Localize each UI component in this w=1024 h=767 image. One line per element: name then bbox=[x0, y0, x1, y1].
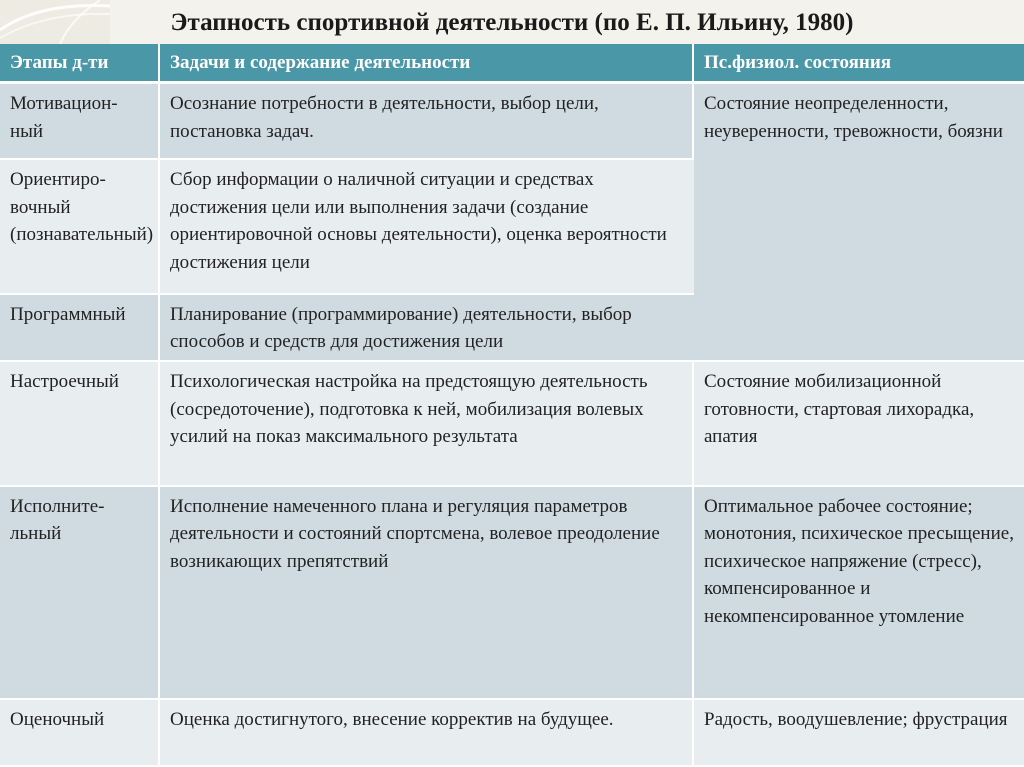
stages-table bbox=[0, 44, 1024, 767]
table-row bbox=[0, 487, 1024, 700]
states-cell: Состояние неопределенности, неуверенности, тревожности, боязни bbox=[694, 84, 1024, 362]
tasks-cell: Исполнение намеченного плана и регуляция параметров деятельности и состояний спортсмена, волевое преодоление возникающих препятствий bbox=[160, 487, 694, 700]
header-tasks: Задачи и содержание деятельности bbox=[160, 44, 694, 84]
stage-cell: Оценочный bbox=[0, 700, 160, 767]
table-row bbox=[0, 84, 1024, 160]
tasks-cell: Планирование (программирование) деятельности, выбор способов и средств для достижения цели bbox=[160, 295, 694, 362]
table-row bbox=[0, 362, 1024, 487]
stage-cell: Настроечный bbox=[0, 362, 160, 487]
stage-cell: Ориентиро-вочный (познавательный) bbox=[0, 160, 160, 295]
table-header-row bbox=[0, 44, 1024, 84]
tasks-cell: Психологическая настройка на предстоящую деятельность (сосредоточение), подготовка к ней, мобилизация волевых усилий на показ максимального результата bbox=[160, 362, 694, 487]
table-row bbox=[0, 700, 1024, 767]
tasks-cell: Оценка достигнутого, внесение корректив на будущее. bbox=[160, 700, 694, 767]
stage-cell: Исполните-льный bbox=[0, 487, 160, 700]
slide-title: Этапность спортивной деятельности (по Е. П. Ильину, 1980) bbox=[170, 9, 854, 36]
stage-cell: Мотивацион-ный bbox=[0, 84, 160, 160]
tasks-cell: Осознание потребности в деятельности, выбор цели, постановка задач. bbox=[160, 84, 694, 160]
states-cell: Оптимальное рабочее состояние; монотония, психическое пресыщение, психическое напряжение (стресс), компенсированное и некомпенсированное утомление bbox=[694, 487, 1024, 700]
header-states: Пс.физиол. состояния bbox=[694, 44, 1024, 84]
states-cell: Состояние мобилизационной готовности, стартовая лихорадка, апатия bbox=[694, 362, 1024, 487]
states-cell: Радость, воодушевление; фрустрация bbox=[694, 700, 1024, 767]
stage-cell: Программный bbox=[0, 295, 160, 362]
header-stage: Этапы д-ти bbox=[0, 44, 160, 84]
tasks-cell: Сбор информации о наличной ситуации и средствах достижения цели или выполнения задачи (создание ориентировочной основы деятельности), оценка вероятности достижения цели bbox=[160, 160, 694, 295]
